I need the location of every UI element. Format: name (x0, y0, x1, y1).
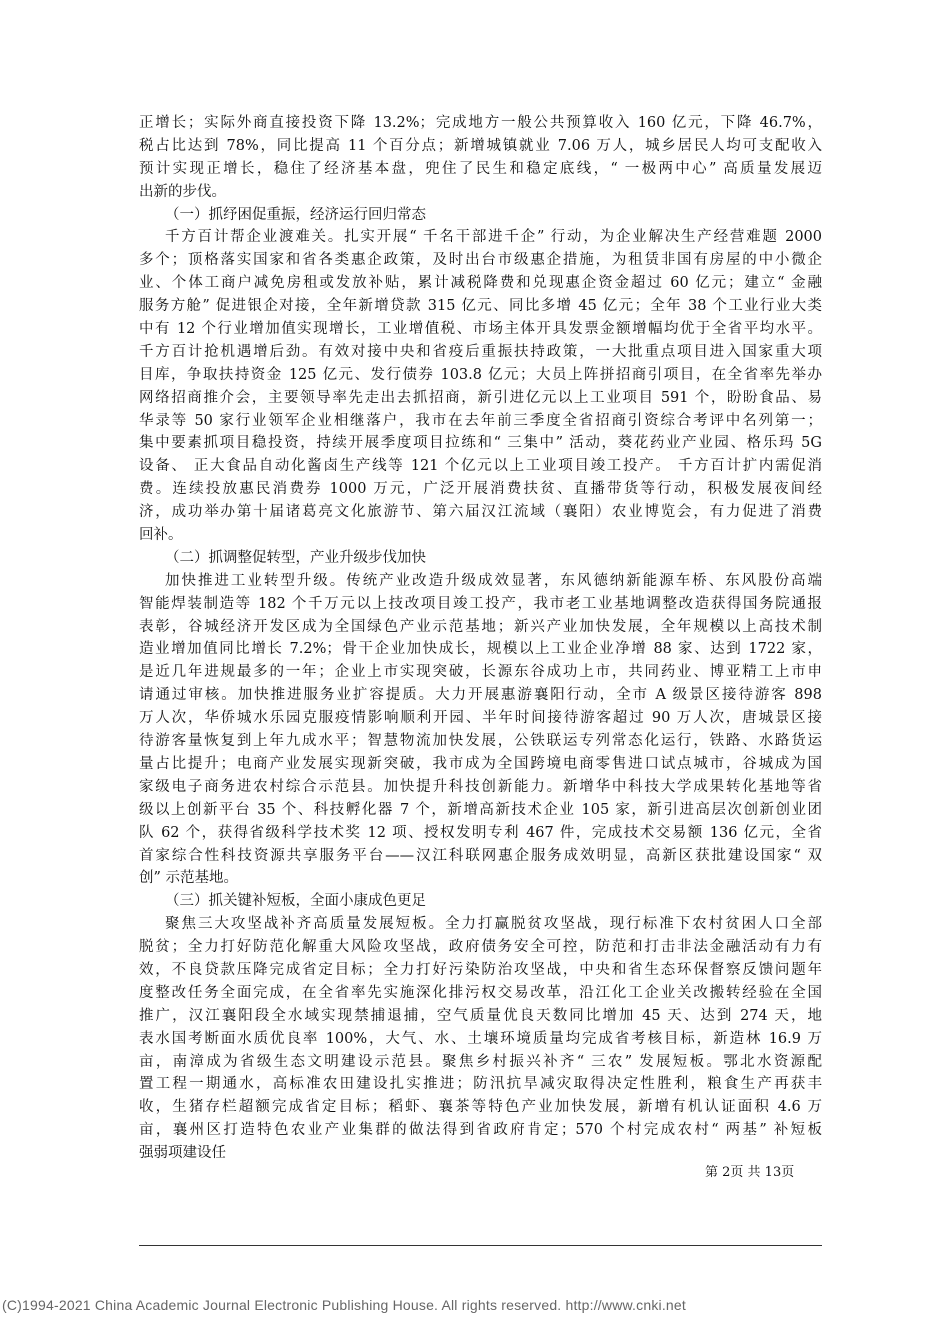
text-line: 目库，争取扶持资金 125 亿元、发行债券 103.8 亿元；大员上阵拼招商引项目，在全省率先举办 (139, 366, 822, 383)
document-body (139, 112, 822, 1165)
text-line: 级以上创新平台 35 个、科技孵化器 7 个，新增高新技术企业 105 家，新引进高层次创新创业团 (139, 801, 822, 818)
text-line: 效，不良贷款压降完成省定目标；全力打好污染防治攻坚战，中央和省生态环保督察反馈问题年 (139, 961, 822, 978)
text-line: 服务方舱” 促进银企对接，全年新增贷款 315 亿元、同比多增 45 亿元；全年 38 个工业行业大类 (139, 298, 822, 315)
text-line: 万人次，华侨城水乐园克服疫情影响顺利开园、半年时间接待游客超过 90 万人次，唐城景区接 (139, 710, 822, 727)
text-line: 费。连续投放惠民消费券 1000 万元，广泛开展消费扶贫、直播带货等行动，积极发展夜间经 (139, 481, 822, 498)
text-line: 队 62 个，获得省级科学技术奖 12 项、授权发明专利 467 件，完成技术交易额 136 亿元，全省 (139, 824, 822, 841)
text-line: 量占比提升；电商产业发展实现新突破，我市成为全国跨境电商零售进口试点城市，谷城成为国 (139, 755, 822, 772)
section-heading: （一）抓纾困促重振，经济运行回归常态 (165, 206, 426, 223)
text-line: 业、个体工商户减免房租或发放补贴，累计减税降费和兑现惠企资金超过 60 亿元；建立“ 金融 (139, 275, 822, 292)
text-line: 首家综合性科技资源共享服务平台——汉江科联网惠企服务成效明显，高新区获批建设国家“ 双 (139, 847, 822, 864)
text-line: 设备、 正大食品自动化酱卤生产线等 121 个亿元以上工业项目竣工投产。 千方百计扩内需促消 (139, 458, 822, 475)
text-line: 回补。 (139, 527, 183, 544)
text-line: 置工程一期通水，高标准农田建设扎实推进；防汛抗旱减灾取得决定性胜利，粮食生产再获丰 (139, 1076, 822, 1093)
text-line: 集中要素抓项目稳投资，持续开展季度项目拉练和“ 三集中” 活动，葵花药业产业园、格乐玛 5G (139, 435, 822, 452)
text-line: 济，成功举办第十届诸葛亮文化旅游节、第六届汉江流域（襄阳）农业博览会，有力促进了消费 (139, 504, 822, 521)
text-line: 表彰，谷城经济开发区成为全国绿色产业示范基地；新兴产业加快发展，全年规模以上高技术制 (139, 618, 822, 635)
text-line: 家级电子商务进农村综合示范县。加快提升科技创新能力。新增华中科技大学成果转化基地等省 (139, 778, 822, 795)
text-line: 加快推进工业转型升级。传统产业改造升级成效显著，东风德纳新能源车桥、东风股份高端 (165, 572, 822, 589)
text-line: 度整改任务全面完成，在全省率先实施深化排污权交易改革，沿江化工企业关改搬转经验在全国 (139, 984, 822, 1001)
text-line: 亩，襄州区打造特色农业产业集群的做法得到省政府肯定；570 个村完成农村“ 两基” 补短板 (139, 1122, 822, 1139)
section-heading: （二）抓调整促转型，产业升级步伐加快 (165, 549, 426, 566)
text-line: 智能焊装制造等 182 个千万元以上技改项目竣工投产，我市老工业基地调整改造获得国务院通报 (139, 595, 822, 612)
text-line: 网络招商推介会，主要领导率先走出去抓招商，新引进亿元以上工业项目 591 个，盼盼食品、易 (139, 389, 822, 406)
text-line: 千方百计抢机遇增后劲。有效对接中央和省疫后重振扶持政策，一大批重点项目进入国家重大项 (139, 343, 822, 360)
footer-divider (139, 1245, 822, 1246)
text-line: 多个；顶格落实国家和省各类惠企政策，及时出台市级惠企措施，为租赁非国有房屋的中小微企 (139, 252, 822, 269)
text-line: 出新的步伐。 (139, 183, 226, 200)
text-line: 强弱项建设任 (139, 1145, 226, 1162)
text-line: 脱贫；全力打好防范化解重大风险攻坚战，政府债务安全可控，防范和打击非法金融活动有力有 (139, 939, 822, 956)
text-line: 税占比达到 78%，同比提高 11 个百分点；新增城镇就业 7.06 万人，城乡居民人均可支配收入 (139, 137, 822, 154)
copyright-notice: (C)1994-2021 China Academic Journal Electronic Publishing House. All rights reserved. http://www.cnki.net (2, 1297, 686, 1313)
text-line: 请通过审核。加快推进服务业扩容提质。大力开展惠游襄阳行动，全市 A 级景区接待游客 898 (139, 687, 822, 704)
text-line: 表水国考断面水质优良率 100%，大气、水、土壤环境质量均完成省考核目标，新造林 16.9 万 (139, 1030, 822, 1047)
section-heading: （三）抓关键补短板，全面小康成色更足 (165, 893, 426, 910)
text-line: 千方百计帮企业渡难关。扎实开展“ 千名干部进千企” 行动，为企业解决生产经营难题 2000 (165, 229, 822, 246)
text-line: 创” 示范基地。 (139, 870, 239, 887)
text-line: 收，生猪存栏超额完成省定目标；稻虾、襄茶等特色产业加快发展，新增有机认证面积 4.6 万 (139, 1099, 822, 1116)
text-line: 华录等 50 家行业领军企业相继落户，我市在去年前三季度全省招商引资综合考评中名列第一； (139, 412, 822, 429)
page-number: 第 2页 共 13页 (705, 1165, 795, 1180)
text-line: 正增长；实际外商直接投资下降 13.2%；完成地方一般公共预算收入 160 亿元，下降 46.7%， (139, 115, 822, 131)
text-line: 中有 12 个行业增加值实现增长，工业增值税、市场主体开具发票金额增幅均优于全省平均水平。 (139, 321, 822, 338)
text-line: 推广，汉江襄阳段全水域实现禁捕退捕，空气质量优良天数同比增加 45 天、达到 274 天，地 (139, 1007, 822, 1024)
text-line: 是近几年进规最多的一年；企业上市实现突破，长源东谷成功上市，共同药业、博亚精工上市申 (139, 664, 822, 681)
text-line: 聚焦三大攻坚战补齐高质量发展短板。全力打赢脱贫攻坚战，现行标准下农村贫困人口全部 (165, 916, 822, 933)
text-line: 待游客量恢复到上年九成水平；智慧物流加快发展，公铁联运专列常态化运行，铁路、水路货运 (139, 733, 822, 750)
text-line: 造业增加值同比增长 7.2%；骨干企业加快成长，规模以上工业企业净增 88 家、达到 1722 家， (139, 641, 822, 658)
text-line: 预计实现正增长，稳住了经济基本盘，兜住了民生和稳定底线，“ 一极两中心” 高质量发展迈 (139, 160, 822, 177)
text-line: 亩，南漳成为省级生态文明建设示范县。聚焦乡村振兴补齐“ 三农” 发展短板。鄂北水资源配 (139, 1053, 822, 1070)
